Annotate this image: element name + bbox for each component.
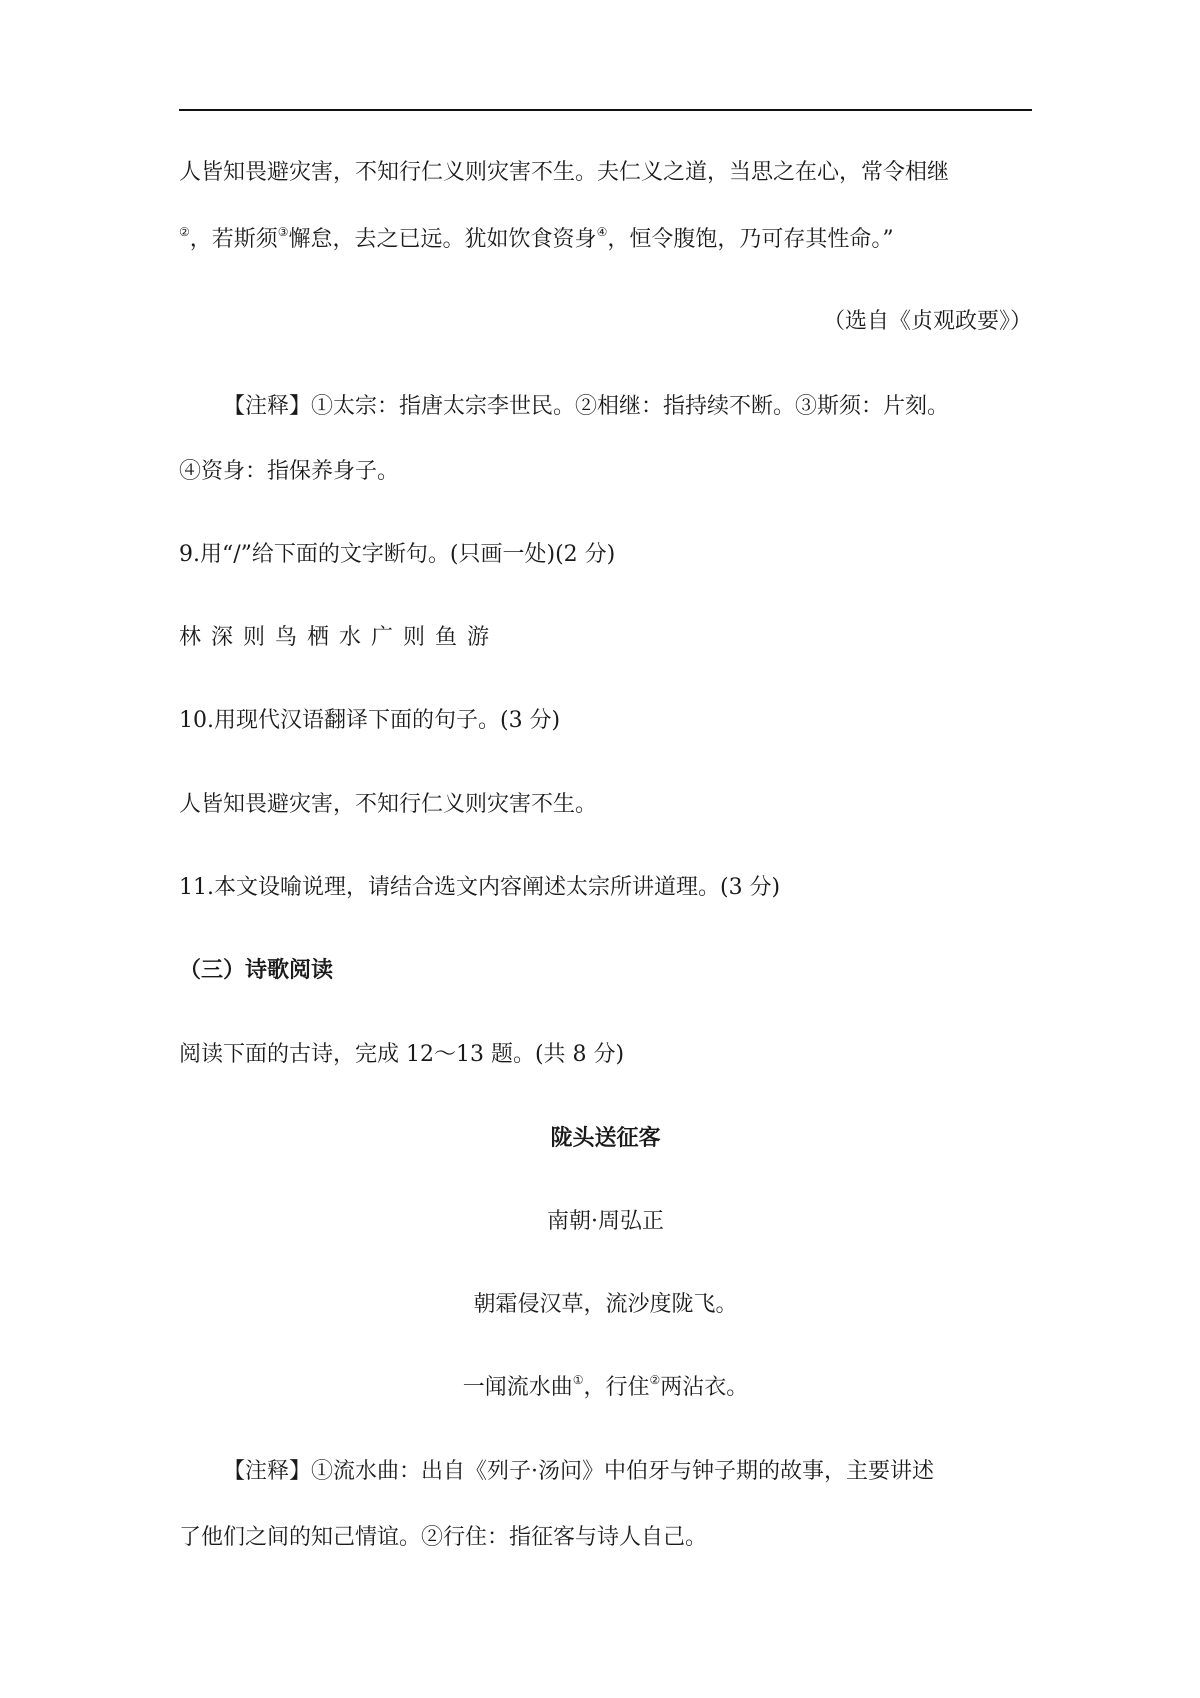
footnote-marker: ② (179, 225, 190, 239)
question-11: 11.本文设喻说理，请结合选文内容阐述太宗所讲道理。(3 分) (179, 875, 781, 900)
footnote-marker: ③ (277, 225, 289, 239)
passage-line-2 (179, 225, 1032, 255)
poem-text: ，行住 (583, 1375, 650, 1400)
poem-author: 南朝·周弘正 (547, 1209, 664, 1234)
poem-line-2 (179, 1373, 1032, 1403)
poem-text: 两沾衣。 (660, 1375, 749, 1400)
passage-line-1: 人皆知畏避灾害，不知行仁义则灾害不生。夫仁义之道，当思之在心，常令相继 (179, 160, 950, 185)
poem-line-1: 朝霜侵汉草，流沙度陇飞。 (473, 1292, 738, 1317)
notes-1-line-1: 【注释】①太宗：指唐太宗李世民。②相继：指持续不断。③斯须：片刻。 (223, 394, 950, 419)
question-10: 10.用现代汉语翻译下面的句子。(3 分) (179, 708, 561, 733)
notes-1-line-2: ④资身：指保养身子。 (179, 459, 400, 484)
question-9: 9.用“/”给下面的文字断句。(只画一处)(2 分) (179, 542, 616, 567)
poem-title: 陇头送征客 (550, 1126, 661, 1151)
header-rule (179, 109, 1032, 111)
question-9-text: 林深则鸟栖水广则鱼游 (179, 625, 500, 650)
section-instruction: 阅读下面的古诗，完成 12～13 题。(共 8 分) (179, 1042, 625, 1067)
passage-source: （选自《贞观政要》） (822, 309, 1032, 334)
footnote-marker: ① (572, 1373, 584, 1387)
poem-text: 一闻流水曲 (462, 1375, 573, 1400)
notes-2-line-1: 【注释】①流水曲：出自《列子·汤问》中伯牙与钟子期的故事，主要讲述 (223, 1459, 934, 1484)
section-heading: （三）诗歌阅读 (179, 958, 334, 983)
notes-2-line-2: 了他们之间的知己情谊。②行住：指征客与诗人自己。 (179, 1525, 708, 1550)
footnote-marker: ④ (596, 225, 608, 239)
question-10-text: 人皆知畏避灾害，不知行仁义则灾害不生。 (179, 792, 598, 817)
passage-text: ，恒令腹饱，乃可存其性命。” (607, 227, 894, 252)
passage-text: 懈怠，去之已远。犹如饮食资身 (288, 227, 597, 252)
footnote-marker: ② (649, 1373, 661, 1387)
passage-text: ，若斯须 (189, 227, 278, 252)
